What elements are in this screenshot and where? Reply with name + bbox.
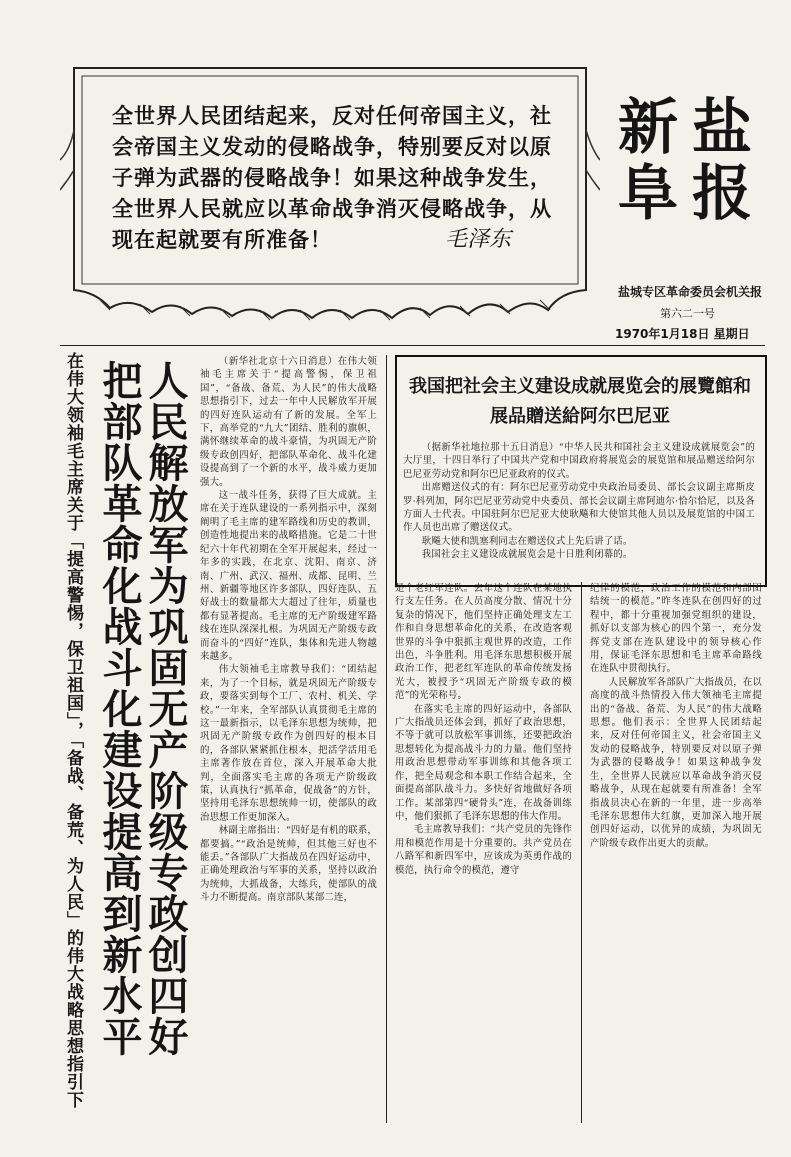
article-paragraph: 人民解放军各部队广大指战员，在以高度的战斗热情投入伟大领袖毛主席提出的“备战、备荒、为人民”的伟大战略思想。他们表示：全世界人民团结起来，反对任何帝国主义，社会帝国主义发动的侵略战争，特别要反对以原子弹为武器的侵略战争！如果这种战争发生，全世界人民就应以革命战争消灭侵略战争，从现在起就要有所准备！全军指战员决心在新的一年里，进一步高举毛泽东思想伟大红旗，更加深入地开展创四好运动，以优异的成绩，为巩固无产阶级专政作出更大的贡献。: [590, 676, 762, 849]
issue-date: 1970年1月18日 星期日: [615, 327, 750, 341]
article-paragraph: （新华社北京十六日消息）在伟大领袖毛主席关于“提高警惕，保卫祖国”，“备战、备荒、为人民”的伟大战略思想指引下，过去一年中人民解放军开展的四好连队运动有了新的发展。全军上下，高举党的“九大”团结、胜利的旗帜，满怀继续革命的战斗豪情，为巩固无产阶级专政创四好，把部队革命化、战斗化建设提高到了一个新的水平，战斗威力更加强大。: [200, 356, 377, 488]
article-paragraph: 在落实毛主席的四好运动中，各部队广大指战员还体会到，抓好了政治思想，不等于就可以放松军事训练，还要把政治思想转化为提高战斗力的力量。他们坚持用政治思想带动军事训练和其他各项工作，把全局观念和本职工作结合起来，全面提高部队战斗力。多快好省地做好各项工作。某部第四“硬骨头”连，在战备训练中，他们狠抓了毛泽东思想的伟大作用。: [395, 703, 572, 822]
article-column-1: [200, 355, 377, 1123]
newspaper-title: 新盐阜报: [618, 93, 766, 229]
quote-signature: 毛泽东: [445, 227, 512, 252]
article-paragraph: 毛主席教导我们：“共产党员的先锋作用和模范作用是十分重要的。共产党员在八路军和新四军中，应该成为英勇作战的模范，执行命令的模范，遵守: [395, 824, 572, 876]
issue-number: 第六二一号: [660, 307, 715, 320]
article-paragraph: 林副主席指出：“四好是有机的联系，都要搞。”“政治是统帅，但其他三好也不能丢。”各部队广大指战员在四好运动中，正确处理政治与军事的关系，坚持以政治为统帅，大抓战备，大练兵，使部队的战斗力不断提高。南京部队某部二连，: [200, 825, 377, 904]
article-paragraph: 耿飚大使和凯塞利同志在赠送仪式上先后讲了话。: [421, 535, 633, 547]
main-headline: 人民解放军为巩固无产阶级专政创四好 把部队革命化战斗化建设提高到新水平: [96, 360, 188, 1057]
article-paragraph: 这一战斗任务，获得了巨大成就。主席在关于连队建设的一系列指示中，深刻阐明了毛主席的建军路线和历史的教训，创造性地提出来的战略措施。它是二十世纪六十年代初期在全军开展起来，经过一年多的实践，在北京、沈阳、南京、济南、广州、武汉、福州、成都、昆明、兰州、新疆等地区许多部队，四好连队、五好战士的数量都大大超过了往年，质量也都有显著提高。毛主席的无产阶级建军路线在连队深深扎根。为巩固无产阶级专政而奋斗的“四好”连队，集体和先进人物越来越多。: [200, 490, 377, 662]
article-column-3: [590, 582, 762, 1123]
boxed-article-body: [403, 441, 755, 579]
headline-subtitle: 在伟大领袖毛主席关于「提高警惕，保卫祖国」，「备战、备荒、为人民」的伟大战略思想指引下: [63, 352, 83, 1109]
chairman-quote: 全世界人民团结起来，反对任何帝国主义，社会帝国主义发动的侵略战争，特别要反对以原子弹为武器的侵略战争！如果这种战争发生，全世界人民就应以革命战争消灭侵略战争，从现在起就要有所准备！: [112, 103, 552, 252]
article-paragraph: 纪律的模范，政治工作的模范和内部团结统一的模范。”昨冬连队在创四好的过程中，都十分重视加强党组织的建设，抓好以支部为核心的四个第一，充分发挥党支部在连队建设中的领导核心作用，保证毛泽东思想和毛主席革命路线在连队中贯彻执行。: [590, 583, 762, 675]
column-divider: [386, 355, 387, 1123]
article-paragraph: 我国社会主义建设成就展览会是十日胜利闭幕的。: [421, 549, 633, 561]
article-paragraph: 是个老红军连队。去年这个连队在某地执行支左任务。在人员高度分散、情况十分复杂的情况下，他们坚持正确处理支左工作和自身思想革命化的关系，在改造客观世界的斗争中狠抓主观世界的改造，工作出色，斗争胜利。用毛泽东思想积极开展政治工作，把老红军连队的革命传统发扬光大，被授予“巩固无产阶级专政的模范”的光荣称号。: [395, 583, 572, 702]
article-column-2: [395, 582, 572, 1123]
publisher-line: 盐城专区革命委员会机关报: [618, 285, 763, 299]
article-paragraph: 伟大领袖毛主席教导我们：“团结起来，为了一个目标，就是巩固无产阶级专政，要落实到每个工厂、农村、机关、学校。”一年来，全军部队认真贯彻毛主席的这一最新指示，以毛泽东思想为统帅，把巩固无产阶级专政作为创四好的根本目的，各部队紧紧抓住根本，把活学活用毛主席著作放在首位，深入开展革命大批判，全面落实毛主席的各项无产阶级政策，认真执行“抓革命，促战备”的方针，坚持用毛泽东思想统帅一切，使部队的政治思想工作更加深入。: [200, 664, 377, 823]
article-paragraph: （据新华社地拉那十五日消息）“中华人民共和国社会主义建设成就展览会”的大厅里，十四日举行了中国共产党和中国政府将展览会的展览馆和展品赠送给阿尔巴尼亚劳动党和阿尔巴尼亚政府的仪式。: [403, 442, 755, 480]
section-divider: [60, 345, 765, 346]
boxed-article-title: 我国把社会主义建设成就展览会的展覽館和展品贈送給阿尔巴尼亚: [409, 376, 751, 427]
article-paragraph: 出席赠送仪式的有：阿尔巴尼亚劳动党中央政治局委员、部长会议副主席斯皮罗·科列加，阿尔巴尼亚劳动党中央委员、部长会议副主席阿迪尔·恰尔恰尼，以及各方面人士代表。中国驻阿尔巴尼亚大使耿飚和大使馆其他人员以及展览馆的中国工作人员也出席了赠送仪式。: [403, 482, 755, 534]
column-divider: [581, 582, 582, 1123]
